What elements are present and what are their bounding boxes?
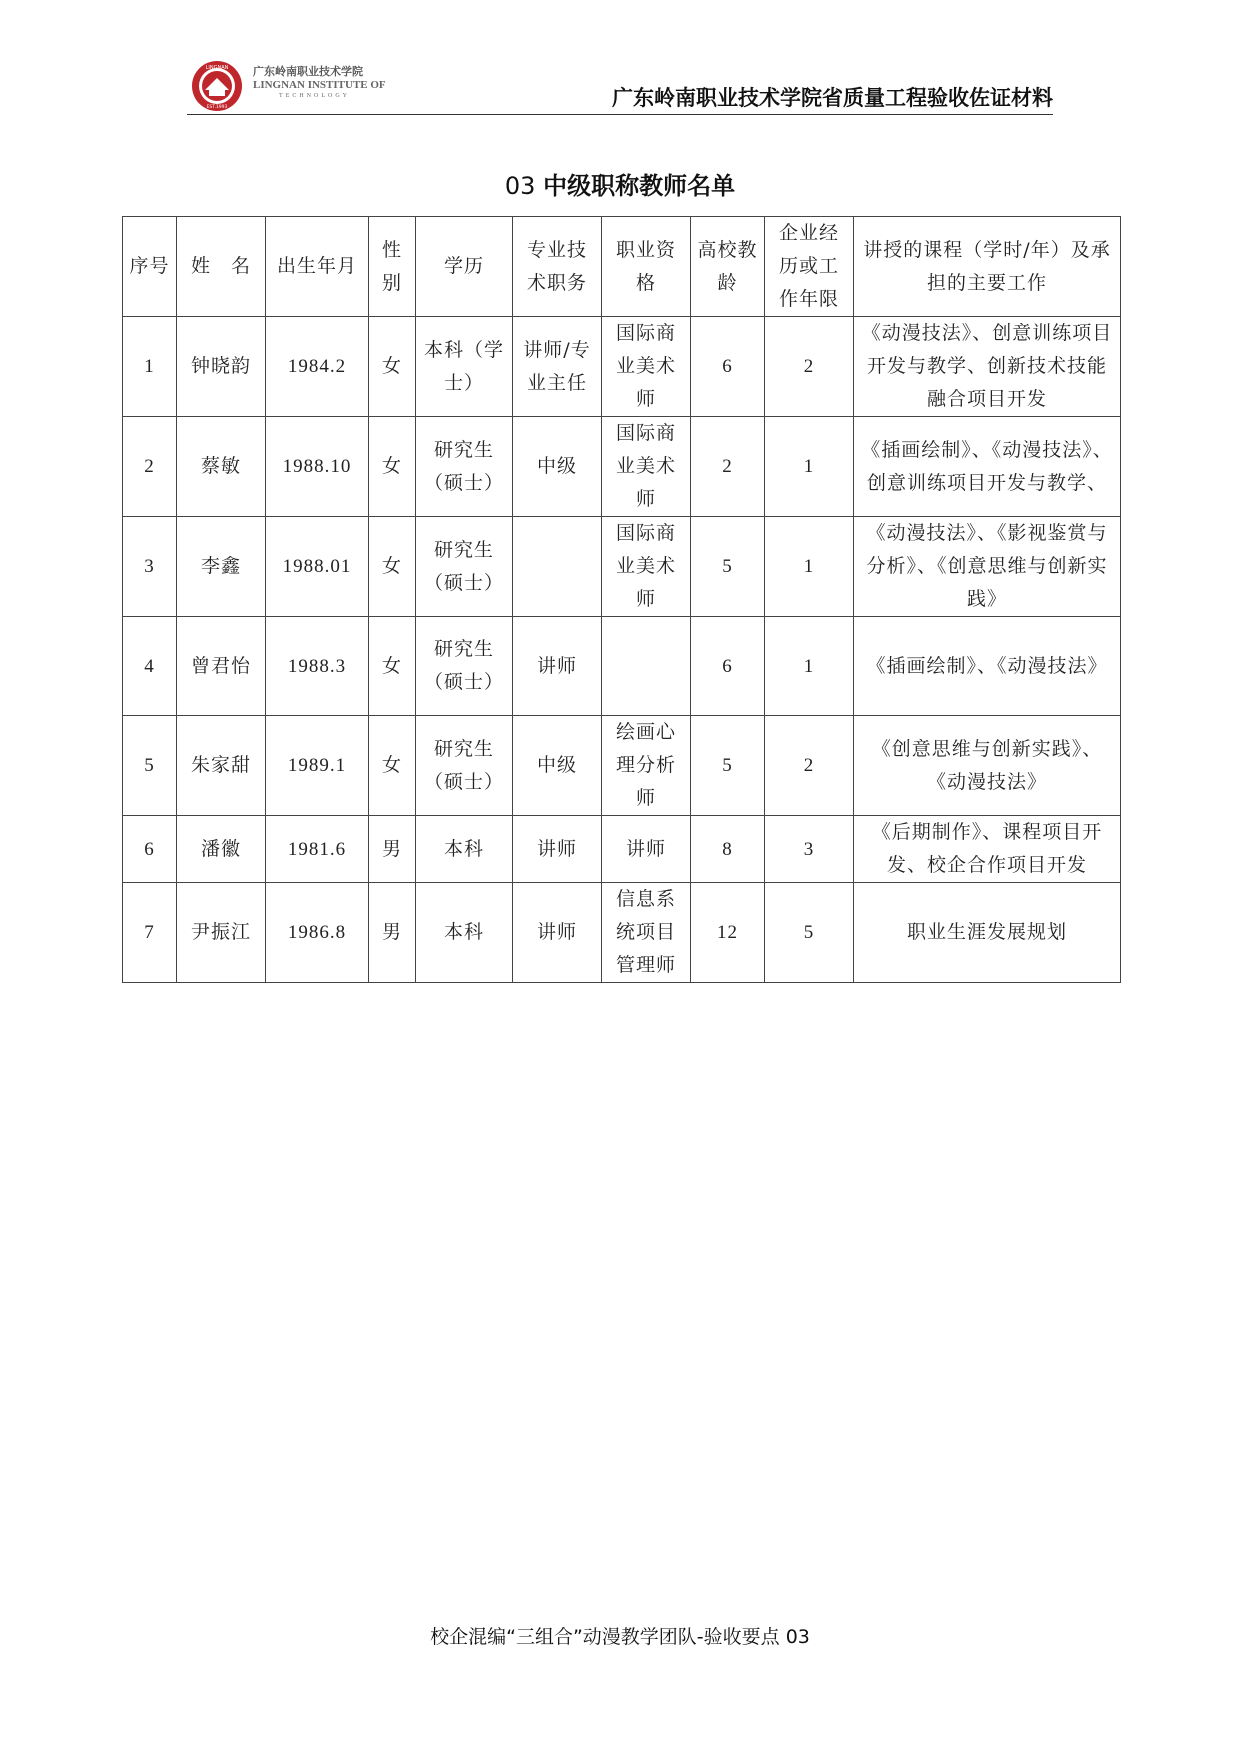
- col-header-education: 学历: [416, 217, 513, 317]
- cell-gender: 女: [369, 617, 416, 716]
- cell-qualification: [602, 617, 691, 716]
- col-header-qualification: 职业资格: [602, 217, 691, 317]
- cell-work-years: 2: [765, 317, 854, 417]
- svg-text:EST.1993: EST.1993: [206, 105, 228, 110]
- col-header-teaching-years: 高校教龄: [691, 217, 765, 317]
- cell-courses: 《插画绘制》、《动漫技法》、创意训练项目开发与教学、: [854, 417, 1121, 517]
- table-row: [123, 617, 1121, 716]
- cell-qualification: 绘画心理分析师: [602, 716, 691, 816]
- cell-teaching-years: 6: [691, 617, 765, 716]
- cell-no: 1: [123, 317, 177, 417]
- cell-qualification: 信息系统项目管理师: [602, 883, 691, 983]
- cell-education: 研究生（硕士）: [416, 716, 513, 816]
- cell-title: 讲师: [513, 883, 602, 983]
- cell-qualification: 国际商业美术师: [602, 517, 691, 617]
- col-header-birth: 出生年月: [266, 217, 369, 317]
- header-title: 广东岭南职业技术学院省质量工程验收佐证材料: [612, 86, 1053, 110]
- cell-title: 讲师: [513, 617, 602, 716]
- cell-gender: 女: [369, 317, 416, 417]
- col-header-title: 专业技术职务: [513, 217, 602, 317]
- cell-courses: 职业生涯发展规划: [854, 883, 1121, 983]
- cell-title: 中级: [513, 716, 602, 816]
- cell-gender: 男: [369, 816, 416, 883]
- cell-no: 5: [123, 716, 177, 816]
- cell-name: 李鑫: [177, 517, 266, 617]
- cell-title: 讲师: [513, 816, 602, 883]
- document-title-text: 中级职称教师名单: [543, 172, 736, 200]
- cell-title: 讲师/专业主任: [513, 317, 602, 417]
- cell-education: 研究生（硕士）: [416, 517, 513, 617]
- cell-no: 3: [123, 517, 177, 617]
- cell-qualification: 讲师: [602, 816, 691, 883]
- cell-birth: 1988.01: [266, 517, 369, 617]
- page-footer: 校企混编“三组合”动漫教学团队-验收要点 03: [430, 1626, 810, 1648]
- cell-no: 4: [123, 617, 177, 716]
- table-row: [123, 883, 1121, 983]
- cell-qualification: 国际商业美术师: [602, 417, 691, 517]
- cell-education: 本科（学士）: [416, 317, 513, 417]
- cell-no: 6: [123, 816, 177, 883]
- cell-no: 2: [123, 417, 177, 517]
- institution-name-en-line2: TECHNOLOGY: [279, 93, 350, 99]
- table-header-row: [123, 217, 1121, 317]
- col-header-courses: 讲授的课程（学时/年）及承担的主要工作: [854, 217, 1121, 317]
- cell-work-years: 1: [765, 617, 854, 716]
- cell-birth: 1984.2: [266, 317, 369, 417]
- cell-teaching-years: 8: [691, 816, 765, 883]
- cell-name: 蔡敏: [177, 417, 266, 517]
- cell-title: 中级: [513, 417, 602, 517]
- col-header-gender: 性别: [369, 217, 416, 317]
- col-header-no: 序号: [123, 217, 177, 317]
- cell-birth: 1988.3: [266, 617, 369, 716]
- institution-name-en: LINGNAN INSTITUTE OF: [253, 79, 386, 91]
- cell-courses: 《动漫技法》、创意训练项目开发与教学、创新技术技能融合项目开发: [854, 317, 1121, 417]
- cell-name: 尹振江: [177, 883, 266, 983]
- table-row: [123, 517, 1121, 617]
- cell-work-years: 3: [765, 816, 854, 883]
- cell-teaching-years: 2: [691, 417, 765, 517]
- cell-title: [513, 517, 602, 617]
- cell-courses: 《后期制作》、课程项目开发、校企合作项目开发: [854, 816, 1121, 883]
- cell-birth: 1981.6: [266, 816, 369, 883]
- document-title: [0, 166, 1240, 201]
- cell-work-years: 1: [765, 417, 854, 517]
- cell-gender: 女: [369, 716, 416, 816]
- institution-name: [253, 66, 386, 99]
- cell-name: 朱家甜: [177, 716, 266, 816]
- cell-work-years: 1: [765, 517, 854, 617]
- col-header-name: 姓 名: [177, 217, 266, 317]
- cell-work-years: 5: [765, 883, 854, 983]
- cell-gender: 男: [369, 883, 416, 983]
- table-row: [123, 816, 1121, 883]
- cell-name: 曾君怡: [177, 617, 266, 716]
- institution-name-cn: 广东岭南职业技术学院: [253, 65, 363, 78]
- cell-qualification: 国际商业美术师: [602, 317, 691, 417]
- document-number: 03: [504, 172, 536, 200]
- teacher-roster-table: [122, 216, 1121, 983]
- cell-birth: 1988.10: [266, 417, 369, 517]
- cell-education: 本科: [416, 883, 513, 983]
- cell-education: 研究生（硕士）: [416, 417, 513, 517]
- cell-name: 钟晓韵: [177, 317, 266, 417]
- table-row: [123, 716, 1121, 816]
- school-seal-icon: [191, 60, 243, 112]
- cell-education: 研究生（硕士）: [416, 617, 513, 716]
- cell-work-years: 2: [765, 716, 854, 816]
- table-row: [123, 317, 1121, 417]
- svg-text:LINGNAN: LINGNAN: [205, 65, 229, 71]
- table-row: [123, 417, 1121, 517]
- cell-birth: 1989.1: [266, 716, 369, 816]
- cell-gender: 女: [369, 417, 416, 517]
- cell-courses: 《创意思维与创新实践》、《动漫技法》: [854, 716, 1121, 816]
- cell-teaching-years: 5: [691, 517, 765, 617]
- page-header: [187, 58, 1053, 115]
- cell-no: 7: [123, 883, 177, 983]
- cell-courses: 《插画绘制》、《动漫技法》: [854, 617, 1121, 716]
- cell-teaching-years: 5: [691, 716, 765, 816]
- cell-name: 潘徽: [177, 816, 266, 883]
- col-header-work-years: 企业经历或工作年限: [765, 217, 854, 317]
- cell-teaching-years: 6: [691, 317, 765, 417]
- cell-courses: 《动漫技法》、《影视鉴赏与分析》、《创意思维与创新实践》: [854, 517, 1121, 617]
- cell-teaching-years: 12: [691, 883, 765, 983]
- cell-education: 本科: [416, 816, 513, 883]
- cell-gender: 女: [369, 517, 416, 617]
- cell-birth: 1986.8: [266, 883, 369, 983]
